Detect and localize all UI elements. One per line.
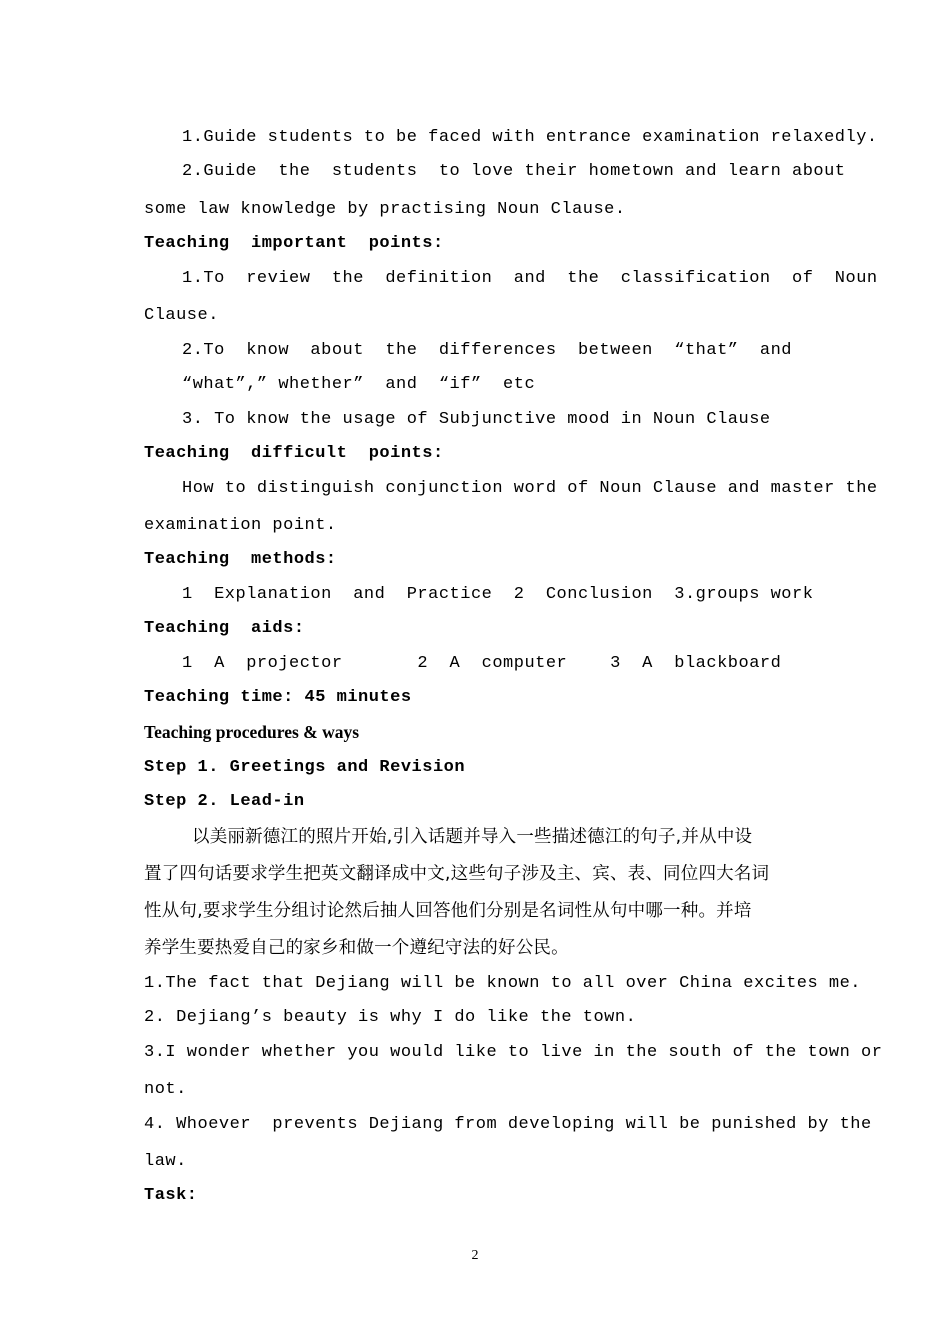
important-point-1b: Clause. xyxy=(144,306,219,325)
aids-heading: Teaching aids: xyxy=(144,619,305,638)
sentence-4a: 4. Whoever prevents Dejiang from developing will be punished by the xyxy=(144,1115,872,1134)
important-point-2b: “what”,” whether” and “if” etc xyxy=(182,375,536,394)
leadin-cn-line-2: 置了四句话要求学生把英文翻译成中文,这些句子涉及主、宾、表、同位四大名词 xyxy=(144,864,770,884)
task-label: Task: xyxy=(144,1186,198,1205)
sentence-4b: law. xyxy=(144,1152,187,1171)
procedures-heading: Teaching procedures & ways xyxy=(144,722,360,742)
step-2: Step 2. Lead-in xyxy=(144,792,305,811)
leadin-cn-line-1: 以美丽新德江的照片开始,引入话题并导入一些描述德江的句子,并从中设 xyxy=(192,827,753,847)
important-point-2a: 2.To know about the differences between “that” and xyxy=(182,341,792,360)
important-point-1a: 1.To review the definition and the classification of Noun xyxy=(182,269,878,288)
sentence-1: 1.The fact that Dejiang will be known to all over China excites me. xyxy=(144,974,862,993)
important-points-heading: Teaching important points: xyxy=(144,234,444,253)
objective-line-1: 1.Guide students to be faced with entrance examination relaxedly. xyxy=(182,128,878,147)
difficult-points-heading: Teaching difficult points: xyxy=(144,444,444,463)
important-point-3: 3. To know the usage of Subjunctive mood in Noun Clause xyxy=(182,410,771,429)
difficult-point-1a: How to distinguish conjunction word of Noun Clause and master the xyxy=(182,479,878,498)
difficult-point-1b: examination point. xyxy=(144,516,337,535)
objective-line-3: some law knowledge by practising Noun Clause. xyxy=(144,200,626,219)
sentence-2: 2. Dejiang’s beauty is why I do like the town. xyxy=(144,1008,637,1027)
page-number: 2 xyxy=(471,1248,479,1263)
sentence-3b: not. xyxy=(144,1080,187,1099)
leadin-cn-line-3: 性从句,要求学生分组讨论然后抽人回答他们分别是名词性从句中哪一种。并培 xyxy=(144,901,752,921)
step-1: Step 1. Greetings and Revision xyxy=(144,758,466,777)
methods-heading: Teaching methods: xyxy=(144,550,337,569)
aids-items: 1 A projector 2 A computer 3 A blackboard xyxy=(182,654,782,673)
teaching-time: Teaching time: 45 minutes xyxy=(144,688,412,707)
leadin-cn-line-4: 养学生要热爱自己的家乡和做一个遵纪守法的好公民。 xyxy=(144,938,569,958)
methods-items: 1 Explanation and Practice 2 Conclusion 3.groups work xyxy=(182,585,814,604)
objective-line-2: 2.Guide the students to love their hometown and learn about xyxy=(182,162,846,181)
sentence-3a: 3.I wonder whether you would like to live in the south of the town or xyxy=(144,1043,883,1062)
